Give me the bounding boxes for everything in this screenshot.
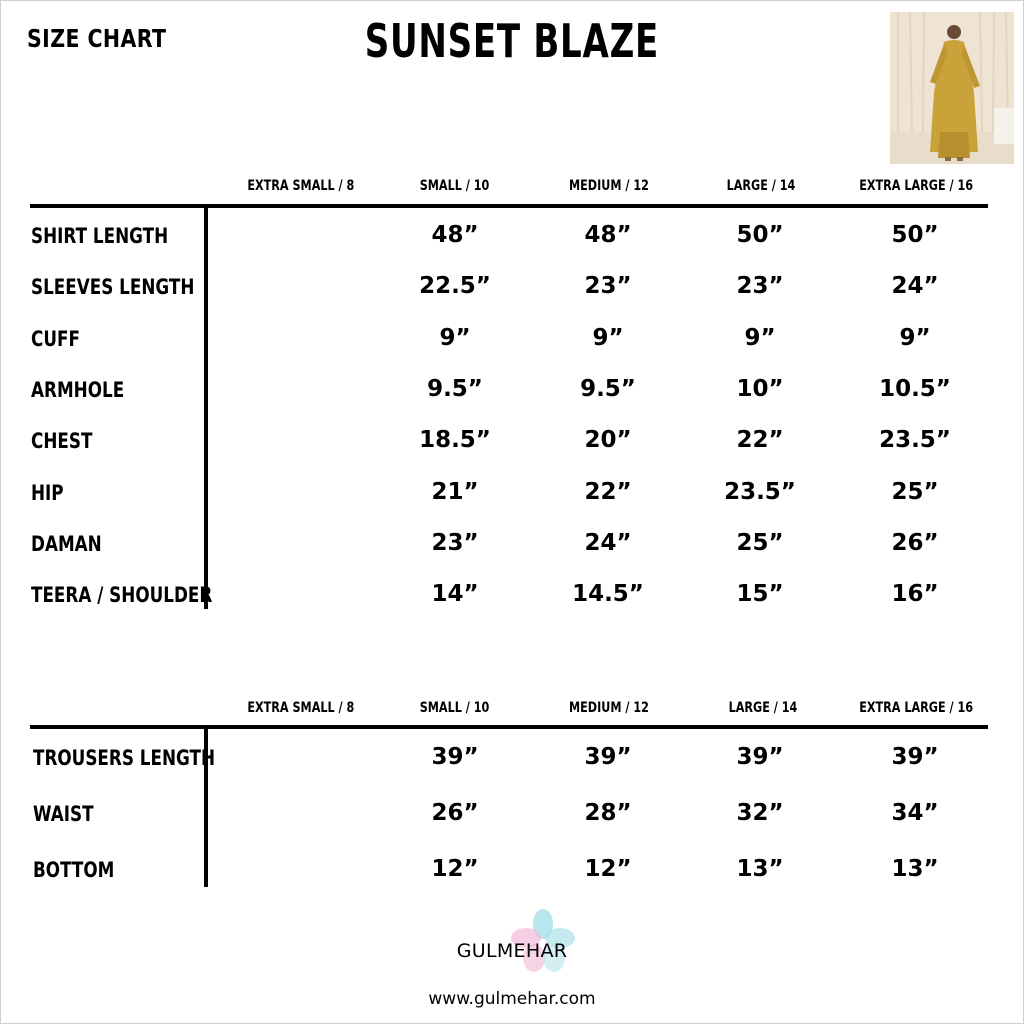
trouser-size-header-l: LARGE / 14 (728, 700, 798, 716)
shirt-row-label: CHEST (31, 429, 93, 454)
shirt-value-cell: 23” (736, 273, 784, 300)
shirt-row-label: DAMAN (31, 531, 102, 556)
shirt-value-cell: 9” (899, 324, 931, 351)
shirt-value-cell: 9.5” (427, 375, 483, 402)
shirt-value-cell: 22.5” (419, 273, 491, 300)
trouser-value-cell: 39” (891, 744, 939, 770)
shirt-value-cell: 50” (891, 222, 939, 248)
size-header-s: SMALL / 10 (420, 178, 490, 194)
product-name: SUNSET BLAZE (364, 14, 660, 68)
trouser-row-label: BOTTOM (33, 858, 115, 882)
shirt-value-cell: 23” (431, 529, 479, 556)
trouser-value-cell: 39” (584, 744, 632, 770)
trouser-size-header-m: MEDIUM / 12 (569, 700, 649, 716)
shirt-row-label: CUFF (31, 326, 80, 351)
trouser-row-label: TROUSERS LENGTH (33, 746, 216, 770)
shirt-value-cell: 14” (431, 581, 479, 608)
trouser-value-cell: 26” (431, 800, 479, 826)
website-link[interactable]: www.gulmehar.com (428, 989, 596, 1009)
shirt-value-cell: 22” (736, 427, 784, 454)
trouser-row-label: WAIST (33, 802, 94, 826)
trouser-size-header-s: SMALL / 10 (420, 700, 490, 716)
trouser-value-cell: 34” (891, 800, 939, 826)
shirt-value-cell: 26” (891, 529, 939, 556)
shirt-value-cell: 20” (584, 427, 632, 454)
shirt-row-label: TEERA / SHOULDER (31, 583, 213, 608)
shirt-value-cell: 9” (592, 324, 624, 351)
shirt-value-cell: 23” (584, 273, 632, 300)
trouser-value-cell: 39” (736, 744, 784, 770)
shirt-value-cell: 15” (736, 581, 784, 608)
trouser-size-header-xs: EXTRA SMALL / 8 (247, 700, 355, 716)
size-header-m: MEDIUM / 12 (569, 178, 649, 194)
shirt-value-cell: 16” (891, 581, 939, 608)
trouser-value-cell: 13” (891, 856, 939, 882)
size-header-l: LARGE / 14 (726, 178, 796, 194)
trouser-value-cell: 12” (584, 856, 632, 882)
brand-name: GULMEHAR (456, 940, 568, 962)
shirt-value-cell: 10.5” (879, 375, 951, 402)
shirt-value-cell: 18.5” (419, 427, 491, 454)
trouser-value-cell: 12” (431, 856, 479, 882)
trouser-table-rule (30, 725, 988, 729)
shirt-value-cell: 50” (736, 222, 784, 248)
trouser-value-cell: 28” (584, 800, 632, 826)
shirt-value-cell: 48” (431, 222, 479, 248)
size-header-xl: EXTRA LARGE / 16 (859, 178, 973, 194)
size-header-xs: EXTRA SMALL / 8 (247, 178, 355, 194)
shirt-value-cell: 23.5” (879, 427, 951, 454)
shirt-value-cell: 22” (584, 478, 632, 505)
shirt-row-label: HIP (31, 480, 64, 505)
shirt-value-cell: 24” (584, 529, 632, 556)
shirt-row-label: SHIRT LENGTH (31, 224, 169, 248)
shirt-table-rule (30, 204, 988, 208)
trouser-size-header-xl: EXTRA LARGE / 16 (859, 700, 973, 716)
trouser-value-cell: 13” (736, 856, 784, 882)
shirt-value-cell: 25” (891, 478, 939, 505)
trouser-value-cell: 32” (736, 800, 784, 826)
page-title (0, 14, 1024, 68)
shirt-table-divider (204, 206, 208, 609)
shirt-value-cell: 14.5” (572, 581, 644, 608)
shirt-value-cell: 9” (439, 324, 471, 351)
shirt-value-cell: 25” (736, 529, 784, 556)
shirt-value-cell: 24” (891, 273, 939, 300)
shirt-value-cell: 9.5” (580, 375, 636, 402)
product-photo (890, 12, 1014, 164)
size-chart-label: SIZE CHART (27, 24, 167, 53)
shirt-value-cell: 48” (584, 222, 632, 248)
trouser-value-cell: 39” (431, 744, 479, 770)
shirt-row-label: SLEEVES LENGTH (31, 275, 195, 300)
shirt-value-cell: 21” (431, 478, 479, 505)
shirt-value-cell: 23.5” (724, 478, 796, 505)
shirt-value-cell: 9” (744, 324, 776, 351)
shirt-value-cell: 10” (736, 375, 784, 402)
shirt-row-label: ARMHOLE (31, 377, 125, 402)
